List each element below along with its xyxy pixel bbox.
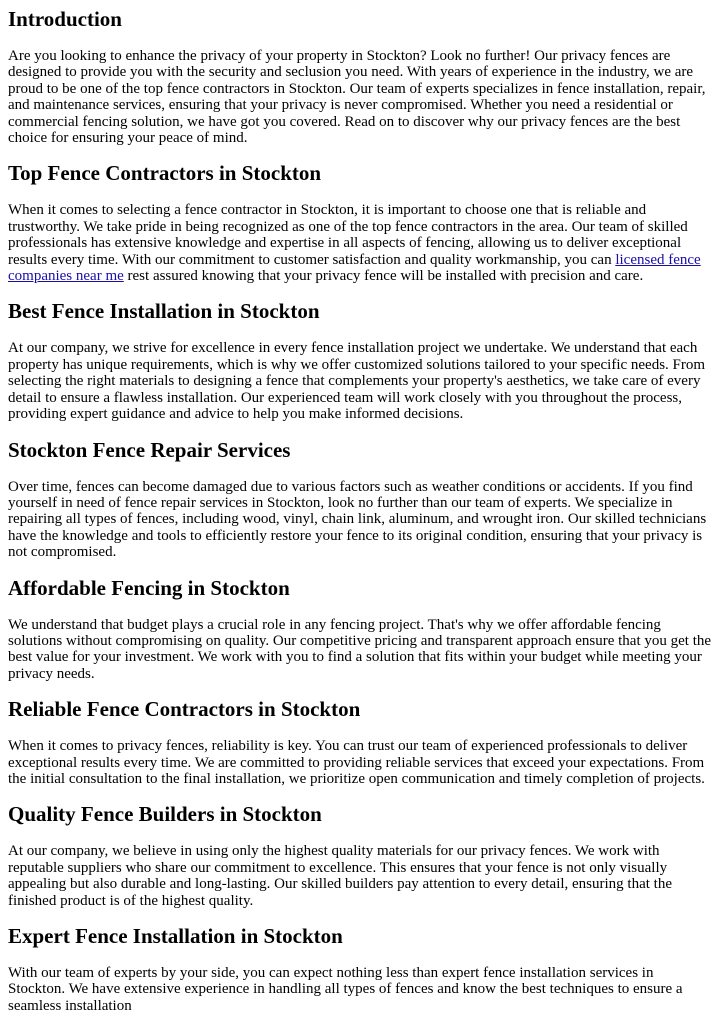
section-expert-installation xyxy=(8,924,713,1014)
section-paragraph: Over time, fences can become damaged due to various factors such as weather conditions or accidents. If you find yourself in need of fence repair services in Stockton, look no further than our team of experts. We specialize in repairing all types of fences, including wood, vinyl, chain link, aluminum, and wrought iron. Our skilled technicians have the knowledge and tools to efficiently restore your fence to its original condition, ensuring that your privacy is not compromised. xyxy=(8,478,707,561)
section-paragraph: When it comes to privacy fences, reliability is key. You can trust our team of experienced professionals to deliver exceptional results every time. We are committed to providing reliable services that exceed your expectations. From the initial consultation to the final installation, we prioritize open communication and timely completion of projects. xyxy=(8,738,705,787)
section-paragraph: We understand that budget plays a crucial role in any fencing project. That's why we offer affordable fencing solutions without compromising on quality. Our competitive pricing and transparent approach ensure that you get the best value for your investment. We work with you to find a solution that fits within your budget while meeting your privacy needs. xyxy=(8,616,712,682)
section-heading: Expert Fence Installation in Stockton xyxy=(8,924,343,948)
section-introduction xyxy=(8,7,713,146)
section-heading: Top Fence Contractors in Stockton xyxy=(8,161,322,186)
paragraph-text-after-link: rest assured knowing that your privacy fence will be installed with precision and care. xyxy=(123,268,644,285)
section-paragraph: Are you looking to enhance the privacy of your property in Stockton? Look no further! Our privacy fences are designed to provide you with the security and seclusion you need. With years of experience in the industry, we are proud to be one of the top fence contractors in Stockton. Our team of experts specializes in fence installation, repair, and maintenance services, ensuring that your privacy is never compromised. Whether you need a residential or commercial fencing solution, we have got you covered. Read on to discover why our privacy fences are the best choice for ensuring your peace of mind. xyxy=(8,48,706,147)
section-heading: Introduction xyxy=(8,7,122,31)
section-paragraph xyxy=(8,202,713,284)
section-affordable-fencing xyxy=(8,576,713,683)
section-heading: Affordable Fencing in Stockton xyxy=(8,575,290,600)
section-heading: Best Fence Installation in Stockton xyxy=(8,299,320,324)
section-quality-builders xyxy=(8,802,713,909)
section-fence-repair xyxy=(8,438,713,561)
section-heading: Quality Fence Builders in Stockton xyxy=(8,802,322,827)
section-heading: Stockton Fence Repair Services xyxy=(8,437,291,462)
licensed-fence-companies-link[interactable]: licensed fence companies near me xyxy=(8,251,701,285)
paragraph-text-before-link: When it comes to selecting a fence contractor in Stockton, it is important to choose one that is reliable and trustworthy. We take pride in being recognized as one of the top fence contractors in the area. Our team of skilled professionals has extensive knowledge and expertise in all aspects of fencing, allowing us to deliver exceptional results every time. With our commitment to customer satisfaction and quality workmanship, you can xyxy=(8,202,688,268)
section-top-fence-contractors xyxy=(8,161,713,284)
section-heading: Reliable Fence Contractors in Stockton xyxy=(8,697,361,722)
section-paragraph: With our team of experts by your side, you can expect nothing less than expert fence installation services in Stockton. We have extensive experience in handling all types of fences and know the best techniques to ensure a seamless installation xyxy=(8,965,683,1014)
section-paragraph: At our company, we strive for excellence in every fence installation project we undertake. We understand that each property has unique requirements, which is why we offer customized solutions tailored to your specific needs. From selecting the right materials to designing a fence that complements your property's aesthetics, we take care of every detail to ensure a flawless installation. Our experienced team will work closely with you throughout the process, providing expert guidance and advice to help you make informed decisions. xyxy=(8,340,706,423)
section-best-fence-installation xyxy=(8,299,713,422)
section-reliable-contractors xyxy=(8,697,713,787)
section-paragraph: At our company, we believe in using only the highest quality materials for our privacy fences. We work with reputable suppliers who share our commitment to excellence. This ensures that your fence is not only visually appealing but also durable and long-lasting. Our skilled builders pay attention to every detail, ensuring that the finished product is of the highest quality. xyxy=(8,843,672,909)
